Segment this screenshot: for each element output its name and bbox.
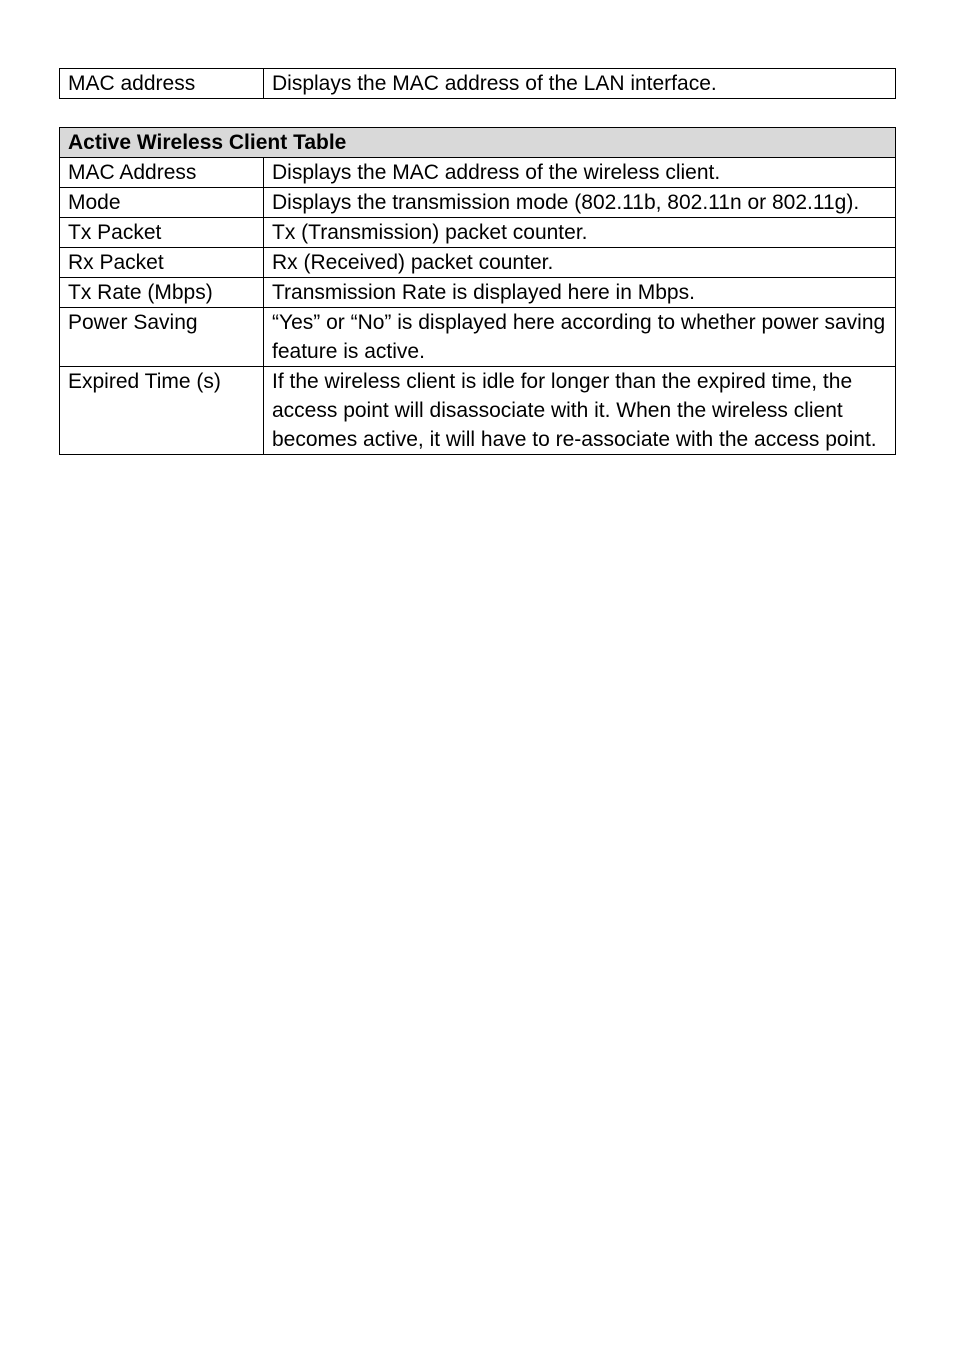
description-cell: “Yes” or “No” is displayed here according to whether power saving feature is active. xyxy=(264,308,896,367)
description-cell: Transmission Rate is displayed here in Mbps. xyxy=(264,278,896,308)
description-cell: Displays the MAC address of the LAN interface. xyxy=(264,69,896,99)
table-row xyxy=(60,218,896,248)
term-cell: MAC address xyxy=(60,69,264,99)
term-cell: Tx Rate (Mbps) xyxy=(60,278,264,308)
description-cell: Displays the MAC address of the wireless client. xyxy=(264,158,896,188)
term-cell: Rx Packet xyxy=(60,248,264,278)
description-cell: If the wireless client is idle for longer than the expired time, the access point will disassociate with it. When the wireless client becomes active, it will have to re-associate with the access point. xyxy=(264,367,896,455)
table-row xyxy=(60,367,896,455)
term-cell: Mode xyxy=(60,188,264,218)
table-heading: Active Wireless Client Table xyxy=(60,128,896,158)
description-cell: Tx (Transmission) packet counter. xyxy=(264,218,896,248)
table-row xyxy=(60,248,896,278)
table-row xyxy=(60,278,896,308)
table-header-row xyxy=(60,128,896,158)
table-row xyxy=(60,188,896,218)
term-cell: Tx Packet xyxy=(60,218,264,248)
active-wireless-client-table xyxy=(59,127,896,455)
term-cell: Expired Time (s) xyxy=(60,367,264,455)
term-cell: MAC Address xyxy=(60,158,264,188)
table-row xyxy=(60,158,896,188)
table-row xyxy=(60,308,896,367)
table-row xyxy=(60,69,896,99)
description-cell: Displays the transmission mode (802.11b, 802.11n or 802.11g). xyxy=(264,188,896,218)
term-cell: Power Saving xyxy=(60,308,264,367)
description-cell: Rx (Received) packet counter. xyxy=(264,248,896,278)
lan-info-table xyxy=(59,68,896,99)
